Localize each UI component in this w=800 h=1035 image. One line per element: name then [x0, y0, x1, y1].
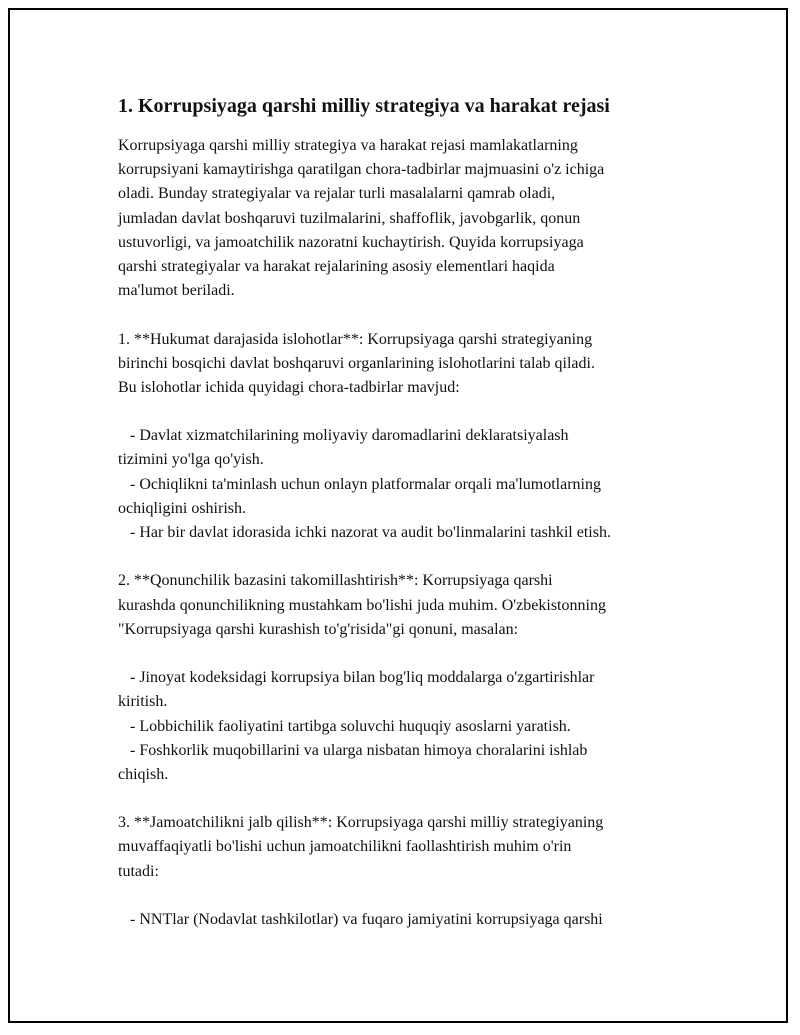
text-line: 1. **Hukumat darajasida islohotlar**: Korrupsiyaga qarshi strategiyaning — [118, 330, 593, 348]
paragraph — [118, 134, 688, 303]
paragraph-gap — [118, 400, 688, 424]
paragraph-gap — [118, 642, 688, 666]
paragraph — [118, 424, 688, 545]
text-line: qarshi strategiyalar va harakat rejalarining asosiy elementlari haqida — [118, 257, 555, 275]
paragraph-gap — [118, 884, 688, 908]
text-line: Bu islohotlar ichida quyidagi chora-tadbirlar mavjud: — [118, 378, 460, 396]
text-line: chiqish. — [118, 765, 169, 783]
text-line: - Lobbichilik faoliyatini tartibga soluvchi huquqiy asoslarni yaratish. — [118, 717, 571, 735]
text-line: - Foshkorlik muqobillarini va ularga nisbatan himoya choralarini ishlab — [118, 741, 588, 759]
paragraph-gap — [118, 787, 688, 811]
paragraph — [118, 569, 688, 642]
paragraph — [118, 811, 688, 884]
text-line: oladi. Bunday strategiyalar va rejalar turli masalalarni qamrab oladi, — [118, 185, 556, 203]
paragraph — [118, 666, 688, 787]
text-line: ma'lumot beriladi. — [118, 282, 235, 300]
text-line: birinchi bosqichi davlat boshqaruvi organlarining islohotlarini talab qiladi. — [118, 354, 595, 372]
document-body — [118, 92, 688, 932]
text-line: ustuvorligi, va jamoatchilik nazoratni kuchaytirish. Quyida korrupsiyaga — [118, 233, 584, 251]
text-line: jumladan davlat boshqaruvi tuzilmalarini, shaffoflik, javobgarlik, qonun — [118, 209, 581, 227]
paragraph-gap — [118, 545, 688, 569]
paragraph — [118, 908, 688, 932]
document-heading: 1. Korrupsiyaga qarshi milliy strategiya va harakat rejasi — [118, 95, 610, 117]
text-line: tutadi: — [118, 862, 159, 880]
text-line: - NNTlar (Nodavlat tashkilotlar) va fuqaro jamiyatini korrupsiyaga qarshi — [118, 911, 603, 928]
paragraph-gap — [118, 303, 688, 327]
text-line: muvaffaqiyatli bo'lishi uchun jamoatchilikni faollashtirish muhim o'rin — [118, 838, 572, 856]
document-blocks — [118, 134, 688, 932]
text-line: - Davlat xizmatchilarining moliyaviy daromadlarini deklaratsiyalash — [118, 427, 569, 445]
text-line: korrupsiyani kamaytirishga qaratilgan chora-tadbirlar majmuasini o'z ichiga — [118, 161, 605, 179]
text-line: Korrupsiyaga qarshi milliy strategiya va harakat rejasi mamlakatlarning — [118, 137, 578, 154]
text-line: ochiqligini oshirish. — [118, 499, 246, 517]
text-line: tizimini yo'lga qo'yish. — [118, 451, 264, 469]
text-line: - Jinoyat kodeksidagi korrupsiya bilan bog'liq moddalarga o'zgartirishlar — [118, 669, 595, 687]
text-line: - Har bir davlat idorasida ichki nazorat va audit bo'linmalarini tashkil etish. — [118, 524, 611, 541]
text-line: kiritish. — [118, 693, 168, 711]
text-line: kurashda qonunchilikning mustahkam bo'lishi juda muhim. O'zbekistonning — [118, 596, 606, 614]
text-line: 3. **Jamoatchilikni jalb qilish**: Korrupsiyaga qarshi milliy strategiyaning — [118, 814, 604, 832]
text-line: 2. **Qonunchilik bazasini takomillashtirish**: Korrupsiyaga qarshi — [118, 572, 553, 590]
text-line: "Korrupsiyaga qarshi kurashish to'g'risida"gi qonuni, masalan: — [118, 620, 519, 638]
text-line: - Ochiqlikni ta'minlash uchun onlayn platformalar orqali ma'lumotlarning — [118, 475, 601, 493]
paragraph — [118, 328, 688, 401]
